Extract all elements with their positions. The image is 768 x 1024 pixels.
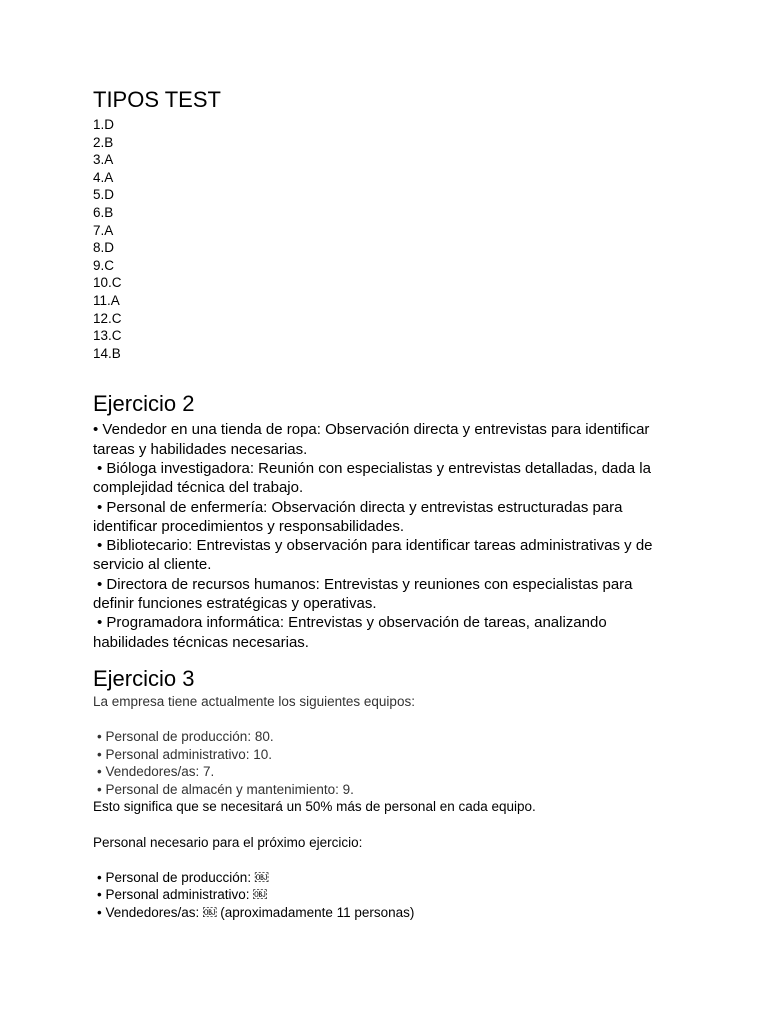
team-item: • Personal administrativo: 10. [97,746,273,762]
team-item: • Vendedores/as: 7. [97,764,215,780]
answer-item: 14.B [93,345,121,361]
answer-item: 12.C [93,310,122,326]
answer-list [93,116,693,362]
team-item: • Personal de producción: 80. [97,729,274,745]
answer-item: 8.D [93,240,115,256]
answer-item: 9.C [93,257,115,273]
answer-item: 4.A [93,169,114,185]
needed-item: • Personal administrativo: ￼ [97,887,267,903]
text-line: complejidad técnica del trabajo. [93,479,304,497]
answer-item: 7.A [93,222,114,238]
team-item: • Personal de almacén y mantenimiento: 9. [97,781,354,797]
text-line: • Directora de recursos humanos: Entrevistas y reuniones con especialistas para [97,575,633,593]
note-text: Esto significa que se necesitará un 50% más de personal en cada equipo. [93,799,536,815]
document-page [93,86,693,922]
answer-item: 11.A [93,292,120,308]
answer-item: 13.C [93,328,122,344]
answer-item: 6.B [93,204,114,220]
ejercicio-2-heading: Ejercicio 2 [93,391,195,417]
answer-item: 5.D [93,187,115,203]
blank-line [93,851,693,869]
needed-title: Personal necesario para el próximo ejercicio: [93,834,363,850]
text-line: identificar procedimientos y responsabilidades. [93,517,405,535]
text-line: • Bióloga investigadora: Reunión con especialistas y entrevistas detalladas, dada la [97,459,651,477]
text-line: definir funciones estratégicas y operativas. [93,594,377,612]
ejercicio-3-heading: Ejercicio 3 [93,665,195,691]
intro-text: La empresa tiene actualmente los siguientes equipos: [93,693,415,709]
text-line: • Personal de enfermería: Observación directa y entrevistas estructuradas para [97,498,623,516]
text-line: • Bibliotecario: Entrevistas y observación para identificar tareas administrativas y de [97,537,653,555]
ejercicio-2-body [93,420,693,652]
text-line: • Programadora informática: Entrevistas y observación de tareas, analizando [97,614,607,632]
ejercicio-3-body [93,693,693,922]
text-line: habilidades técnicas necesarias. [93,633,309,651]
needed-item: • Vendedores/as: ￼ (aproximadamente 11 personas) [97,905,415,920]
tipos-test-heading: TIPOS TEST [93,87,221,112]
text-line: tareas y habilidades necesarias. [93,440,308,458]
text-line: servicio al cliente. [93,556,212,574]
blank-line [93,816,693,834]
answer-item: 10.C [93,275,122,291]
answer-item: 2.B [93,134,114,150]
blank-line [93,710,693,728]
answer-item: 1.D [93,117,115,132]
text-line: • Vendedor en una tienda de ropa: Observación directa y entrevistas para identificar [93,421,650,439]
answer-item: 3.A [93,152,114,168]
needed-item: • Personal de producción: ￼ [97,869,269,885]
